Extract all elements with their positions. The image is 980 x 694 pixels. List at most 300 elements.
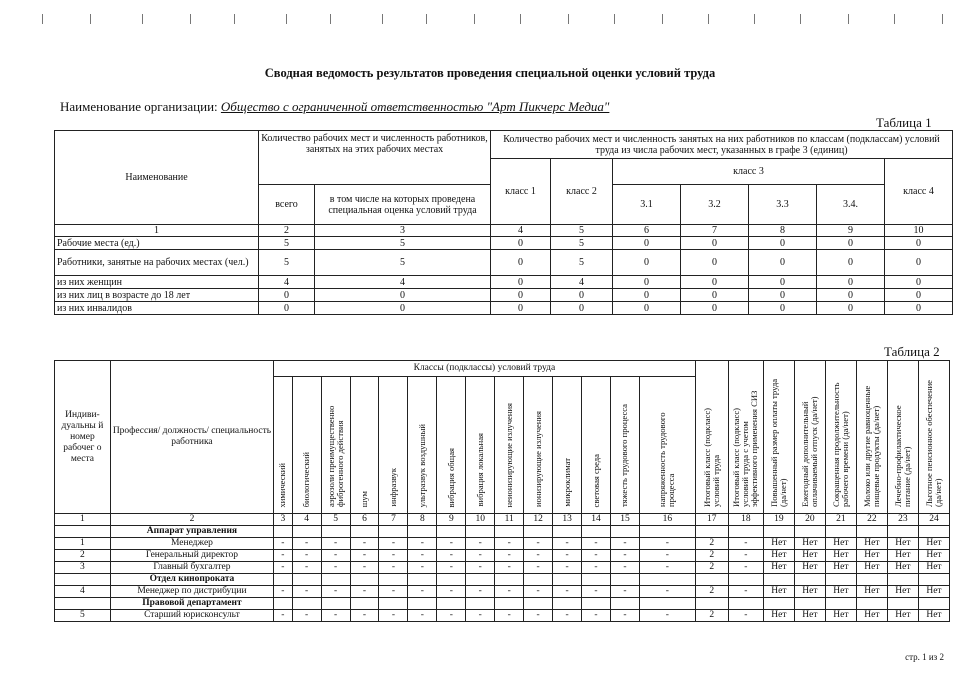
cell-value: Нет — [794, 586, 825, 598]
cell-value: 0 — [613, 302, 681, 315]
cell-value: Нет — [794, 610, 825, 622]
empty-cell — [856, 574, 887, 586]
header-class3-3: 3.3 — [749, 185, 817, 225]
empty-cell — [379, 598, 408, 610]
cell-value: 0 — [817, 250, 885, 276]
column-number: 4 — [292, 514, 321, 526]
header-factor-label: микроклимат — [561, 458, 572, 507]
cell-value: - — [274, 610, 293, 622]
cell-value: 2 — [695, 538, 728, 550]
cell-value: Нет — [825, 538, 856, 550]
cell-value: - — [321, 610, 350, 622]
header-factor — [379, 377, 408, 514]
profession: Генеральный директор — [110, 550, 273, 562]
cell-value: - — [292, 610, 321, 622]
cell-value: 0 — [749, 302, 817, 315]
cell-value: 0 — [491, 250, 551, 276]
empty-cell — [695, 526, 728, 538]
workplace-id: 3 — [55, 562, 111, 574]
column-number: 14 — [582, 514, 611, 526]
cell-value: Нет — [794, 550, 825, 562]
header-factor — [321, 377, 350, 514]
cell-value: - — [408, 562, 437, 574]
cell-value: - — [321, 586, 350, 598]
header-workplace-id: Индиви-дуальны й номер рабочег о места — [55, 361, 111, 514]
cell-value: - — [350, 610, 379, 622]
header-class3-2: 3.2 — [681, 185, 749, 225]
cell-value: 2 — [695, 562, 728, 574]
cell-value: - — [582, 610, 611, 622]
cell-value: Нет — [825, 562, 856, 574]
cell-value: - — [437, 562, 466, 574]
cell-value: 0 — [817, 289, 885, 302]
empty-cell — [437, 526, 466, 538]
empty-cell — [918, 526, 949, 538]
cell-value: Нет — [856, 562, 887, 574]
column-number: 4 — [491, 225, 551, 237]
cell-value: - — [728, 538, 763, 550]
empty-cell — [610, 526, 639, 538]
column-number: 7 — [681, 225, 749, 237]
header-factor-label: Повышенный размер оплаты труда (да/нет) — [768, 378, 788, 507]
scan-mark — [568, 14, 569, 24]
cell-value: - — [495, 610, 524, 622]
cell-value: - — [553, 586, 582, 598]
cell-value: - — [274, 562, 293, 574]
cell-value: 0 — [259, 289, 315, 302]
column-number: 7 — [379, 514, 408, 526]
empty-cell — [610, 574, 639, 586]
workplace-id: 1 — [55, 538, 111, 550]
column-number: 3 — [315, 225, 491, 237]
table2-label: Таблица 2 — [884, 344, 940, 359]
column-number: 21 — [825, 514, 856, 526]
cell-value: 0 — [681, 276, 749, 289]
cell-value: - — [321, 562, 350, 574]
section-name: Правовой департамент — [110, 598, 273, 610]
table-row — [55, 562, 950, 574]
cell-value: 2 — [695, 610, 728, 622]
empty-cell — [524, 574, 553, 586]
header-classes: Классы (подклассы) условий труда — [274, 361, 696, 377]
empty-cell — [408, 526, 437, 538]
header-class2: класс 2 — [551, 159, 613, 225]
cell-value: - — [553, 538, 582, 550]
header-factor — [350, 377, 379, 514]
header-factor-label: Лечебно-профилактическое питание (да/нет) — [892, 405, 912, 507]
scan-mark — [330, 14, 331, 24]
cell-value: - — [495, 550, 524, 562]
header-factor-label: Молоко или другие равноценные пищевые продукты (да/нет) — [861, 385, 881, 507]
cell-value: Нет — [887, 586, 918, 598]
cell-value: - — [350, 538, 379, 550]
empty-cell — [553, 574, 582, 586]
cell-value: Нет — [763, 538, 794, 550]
cell-value: Нет — [887, 610, 918, 622]
cell-value: - — [350, 586, 379, 598]
empty-cell — [553, 526, 582, 538]
header-factor-label: аэрозоли преимущественно фиброгенного действия — [325, 405, 345, 507]
cell-value: - — [553, 550, 582, 562]
header-factor — [639, 377, 695, 514]
cell-value: 4 — [315, 276, 491, 289]
header-factor-label: вибрация локальная — [474, 433, 485, 507]
cell-value: - — [466, 562, 495, 574]
header-class4: класс 4 — [885, 159, 953, 225]
header-class3-1: 3.1 — [613, 185, 681, 225]
column-number: 8 — [749, 225, 817, 237]
header-factor-label: Льготное пенсионное обеспечение (да/нет) — [923, 380, 943, 507]
cell-value: - — [728, 550, 763, 562]
cell-value: 0 — [817, 237, 885, 250]
header-factor — [466, 377, 495, 514]
cell-value: Нет — [856, 550, 887, 562]
column-number: 2 — [110, 514, 273, 526]
header-class1: класс 1 — [491, 159, 551, 225]
cell-value: 5 — [551, 250, 613, 276]
cell-value: - — [379, 562, 408, 574]
table-row — [55, 538, 950, 550]
header-factor — [695, 361, 728, 514]
header-row — [55, 361, 950, 377]
table1-label: Таблица 1 — [876, 115, 932, 130]
cell-value: - — [350, 562, 379, 574]
cell-value: 4 — [551, 276, 613, 289]
empty-cell — [274, 526, 293, 538]
header-class3-4: 3.4. — [817, 185, 885, 225]
empty-cell — [495, 574, 524, 586]
cell-value: Нет — [763, 586, 794, 598]
cell-value: - — [495, 586, 524, 598]
cell-value: 0 — [315, 302, 491, 315]
cell-value: 0 — [817, 276, 885, 289]
scan-mark — [848, 14, 849, 24]
scan-edge-marks — [30, 14, 960, 28]
cell-value: - — [553, 610, 582, 622]
cell-value: Нет — [856, 538, 887, 550]
cell-value: - — [582, 562, 611, 574]
cell-value: - — [408, 550, 437, 562]
cell-value: Нет — [887, 550, 918, 562]
scan-mark — [234, 14, 235, 24]
cell-value: Нет — [794, 538, 825, 550]
cell-value: 0 — [681, 302, 749, 315]
cell-value: - — [524, 586, 553, 598]
organization-line — [60, 99, 609, 115]
header-factor — [610, 377, 639, 514]
profession: Старший юрисконсульт — [110, 610, 273, 622]
workplaces-table — [54, 360, 950, 622]
column-number: 2 — [259, 225, 315, 237]
cell-value: - — [292, 550, 321, 562]
cell-value: 0 — [817, 302, 885, 315]
cell-value: Нет — [887, 562, 918, 574]
empty-cell — [408, 598, 437, 610]
empty-cell — [466, 598, 495, 610]
cell-value: - — [379, 610, 408, 622]
scan-mark — [894, 14, 895, 24]
empty-cell — [887, 598, 918, 610]
organization-name: Общество с ограниченной ответственностью "Арт Пикчерс Медиа" — [220, 99, 610, 114]
cell-value: - — [639, 610, 695, 622]
cell-value: Нет — [825, 586, 856, 598]
header-factor-label: Итоговый класс (подкласс) условий труда с учетом эффективного применения СИЗ — [731, 390, 760, 507]
cell-value: 5 — [315, 237, 491, 250]
cell-value: 0 — [491, 289, 551, 302]
cell-value: 0 — [681, 237, 749, 250]
summary-table — [54, 130, 953, 315]
cell-value: 0 — [749, 289, 817, 302]
empty-cell — [292, 598, 321, 610]
cell-value: - — [466, 586, 495, 598]
empty-cell — [495, 526, 524, 538]
empty-cell — [856, 526, 887, 538]
header-factor-label: ионизирующие излучения — [532, 410, 543, 507]
column-number: 16 — [639, 514, 695, 526]
empty-cell — [763, 574, 794, 586]
cell-value: Нет — [918, 562, 949, 574]
page-number: стр. 1 из 2 — [905, 652, 944, 662]
column-number: 17 — [695, 514, 728, 526]
cell-value: - — [524, 610, 553, 622]
cell-value: 0 — [491, 276, 551, 289]
cell-value: - — [408, 586, 437, 598]
cell-value: - — [350, 550, 379, 562]
header-factor-label: тяжесть трудового процесса — [619, 404, 630, 507]
header-factor — [495, 377, 524, 514]
cell-value: - — [321, 538, 350, 550]
empty-cell — [582, 574, 611, 586]
column-number: 3 — [274, 514, 293, 526]
cell-value: - — [728, 562, 763, 574]
cell-value: - — [408, 538, 437, 550]
cell-value: - — [437, 610, 466, 622]
cell-value: Нет — [856, 610, 887, 622]
column-number: 1 — [55, 225, 259, 237]
header-factor-label: химический — [277, 462, 288, 507]
empty-cell — [856, 598, 887, 610]
header-assessed: в том числе на которых проведена специальная оценка условий труда — [315, 185, 491, 225]
header-factor — [437, 377, 466, 514]
cell-value: - — [321, 550, 350, 562]
scan-mark — [426, 14, 427, 24]
empty-cell — [553, 598, 582, 610]
column-number: 22 — [856, 514, 887, 526]
cell-value: - — [610, 610, 639, 622]
cell-value: 0 — [551, 302, 613, 315]
cell-value: - — [379, 550, 408, 562]
scan-mark — [662, 14, 663, 24]
cell-value: Нет — [825, 550, 856, 562]
cell-value: 0 — [885, 289, 953, 302]
column-number: 10 — [466, 514, 495, 526]
scan-mark — [42, 14, 43, 24]
column-number: 9 — [437, 514, 466, 526]
cell-value: 0 — [749, 237, 817, 250]
header-factor — [274, 377, 293, 514]
column-number: 12 — [524, 514, 553, 526]
cell-value: - — [524, 538, 553, 550]
row-name: из них лиц в возрасте до 18 лет — [55, 289, 259, 302]
scan-mark — [614, 14, 615, 24]
empty-cell — [610, 598, 639, 610]
cell-value: 0 — [885, 276, 953, 289]
section-spacer — [55, 574, 111, 586]
column-number: 15 — [610, 514, 639, 526]
scan-mark — [382, 14, 383, 24]
empty-cell — [466, 574, 495, 586]
cell-value: - — [639, 562, 695, 574]
column-number: 24 — [918, 514, 949, 526]
workplace-id: 5 — [55, 610, 111, 622]
cell-value: - — [466, 550, 495, 562]
header-factor — [918, 361, 949, 514]
section-spacer — [55, 598, 111, 610]
empty-cell — [695, 574, 728, 586]
empty-cell — [321, 526, 350, 538]
header-factor — [553, 377, 582, 514]
column-number: 1 — [55, 514, 111, 526]
workplace-id: 2 — [55, 550, 111, 562]
cell-value: - — [582, 550, 611, 562]
empty-cell — [918, 574, 949, 586]
scan-mark — [142, 14, 143, 24]
empty-cell — [794, 574, 825, 586]
profession: Главный бухгалтер — [110, 562, 273, 574]
scan-mark — [474, 14, 475, 24]
empty-cell — [582, 526, 611, 538]
header-factor — [763, 361, 794, 514]
scan-mark — [800, 14, 801, 24]
empty-cell — [639, 574, 695, 586]
cell-value: 0 — [491, 302, 551, 315]
empty-cell — [582, 598, 611, 610]
cell-value: 0 — [259, 302, 315, 315]
cell-value: - — [728, 586, 763, 598]
empty-cell — [292, 526, 321, 538]
header-factor — [825, 361, 856, 514]
empty-cell — [887, 526, 918, 538]
scan-mark — [90, 14, 91, 24]
empty-cell — [887, 574, 918, 586]
cell-value: - — [292, 538, 321, 550]
table-row — [55, 250, 953, 276]
cell-value: - — [639, 550, 695, 562]
cell-value: 0 — [885, 237, 953, 250]
header-workplaces: Количество рабочих мест и численность работников, занятых на этих рабочих местах — [259, 131, 491, 185]
cell-value: 5 — [315, 250, 491, 276]
profession: Менеджер по дистрибуции — [110, 586, 273, 598]
cell-value: 0 — [681, 289, 749, 302]
cell-value: Нет — [763, 610, 794, 622]
column-number: 13 — [553, 514, 582, 526]
section-row — [55, 598, 950, 610]
empty-cell — [639, 526, 695, 538]
table-row — [55, 610, 950, 622]
cell-value: - — [610, 550, 639, 562]
table-row — [55, 302, 953, 315]
profession: Менеджер — [110, 538, 273, 550]
cell-value: Нет — [794, 562, 825, 574]
table-row — [55, 289, 953, 302]
cell-value: Нет — [918, 550, 949, 562]
header-factor-label: Сокращенная продолжительность рабочего времени (да/нет) — [830, 382, 850, 507]
cell-value: Нет — [763, 562, 794, 574]
cell-value: 4 — [259, 276, 315, 289]
cell-value: - — [292, 562, 321, 574]
cell-value: 2 — [695, 550, 728, 562]
empty-cell — [495, 598, 524, 610]
column-number: 19 — [763, 514, 794, 526]
empty-cell — [825, 574, 856, 586]
scan-mark — [190, 14, 191, 24]
cell-value: - — [495, 562, 524, 574]
header-factor-label: Ежегодный дополнительный оплачиваемый отпуск (да/нет) — [799, 396, 819, 507]
cell-value: - — [466, 610, 495, 622]
row-name: Рабочие места (ед.) — [55, 237, 259, 250]
header-class3: класс 3 — [613, 159, 885, 185]
scan-mark — [754, 14, 755, 24]
header-factor-label: ультразвук воздушный — [416, 423, 427, 507]
empty-cell — [728, 598, 763, 610]
column-number: 23 — [887, 514, 918, 526]
cell-value: Нет — [918, 538, 949, 550]
cell-value: 0 — [315, 289, 491, 302]
cell-value: - — [610, 562, 639, 574]
empty-cell — [321, 574, 350, 586]
cell-value: 0 — [885, 302, 953, 315]
column-number: 20 — [794, 514, 825, 526]
cell-value: 0 — [491, 237, 551, 250]
cell-value: - — [495, 538, 524, 550]
cell-value: - — [610, 538, 639, 550]
empty-cell — [524, 526, 553, 538]
table-row — [55, 237, 953, 250]
column-number: 5 — [321, 514, 350, 526]
cell-value: - — [292, 586, 321, 598]
header-factor — [887, 361, 918, 514]
column-numbers-row — [55, 225, 953, 237]
empty-cell — [794, 526, 825, 538]
scan-mark — [520, 14, 521, 24]
cell-value: - — [524, 562, 553, 574]
header-factor-label: вибрация общая — [445, 447, 456, 507]
cell-value: 0 — [749, 276, 817, 289]
cell-value: 0 — [613, 276, 681, 289]
column-number: 8 — [408, 514, 437, 526]
scan-mark — [708, 14, 709, 24]
header-by-class: Количество рабочих мест и численность занятых на них работников по классам (подклассам) условий труда из числа рабочих мест, указанных в графе 3 (единиц) — [491, 131, 953, 159]
header-factor-label: неионизирующие излучения — [503, 402, 514, 507]
header-factor-label: световая среда — [590, 453, 601, 507]
row-name: Работники, занятые на рабочих местах (чел.) — [55, 250, 259, 276]
empty-cell — [524, 598, 553, 610]
header-name: Наименование — [55, 131, 259, 225]
empty-cell — [274, 598, 293, 610]
scan-mark — [942, 14, 943, 24]
scan-mark — [286, 14, 287, 24]
empty-cell — [825, 598, 856, 610]
cell-value: - — [274, 586, 293, 598]
column-number: 5 — [551, 225, 613, 237]
column-number: 9 — [817, 225, 885, 237]
empty-cell — [728, 526, 763, 538]
section-name: Отдел кинопроката — [110, 574, 273, 586]
cell-value: - — [639, 538, 695, 550]
cell-value: 5 — [259, 237, 315, 250]
header-factor — [524, 377, 553, 514]
header-factor-label: Итоговый класс (подкласс) условий труда — [701, 407, 721, 507]
